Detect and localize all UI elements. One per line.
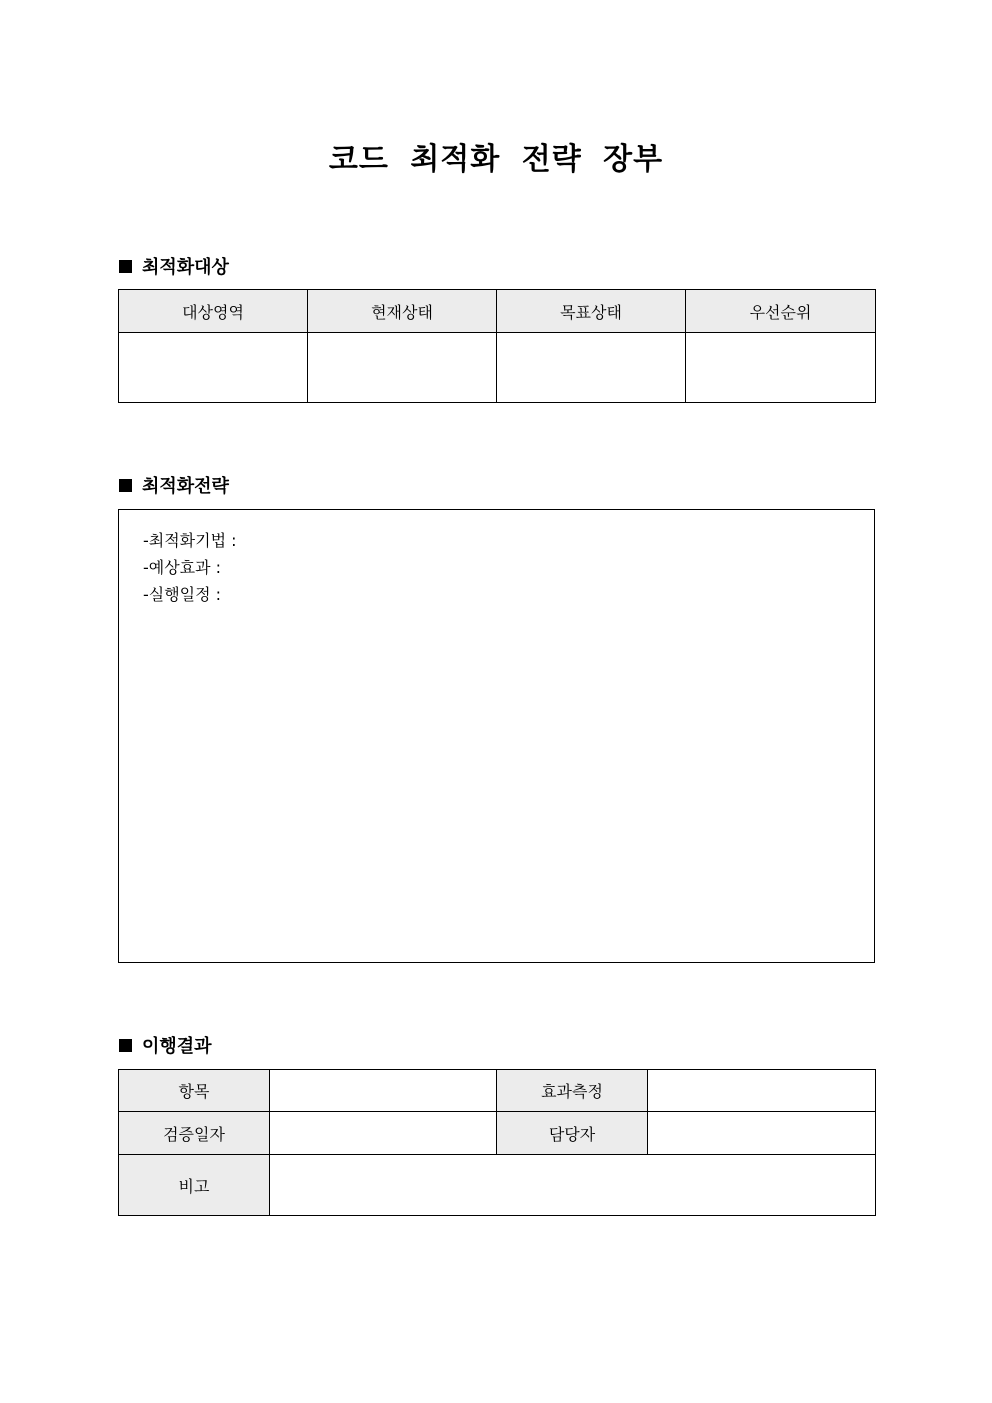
table-row — [119, 1155, 876, 1216]
strategy-schedule-line: -실행일정 : — [143, 585, 222, 604]
column-header-goal-state: 목표상태 — [497, 290, 686, 333]
target-table — [118, 289, 876, 403]
result-table — [118, 1069, 876, 1216]
goal-state-cell[interactable] — [497, 333, 686, 403]
column-header-target-area: 대상영역 — [119, 290, 308, 333]
page-title: 코드 최적화 전략 장부 — [328, 142, 664, 177]
section-heading-strategy-label: 최적화전략 — [142, 476, 229, 497]
section-heading-target — [119, 253, 229, 279]
remarks-value-cell[interactable] — [270, 1155, 876, 1216]
section-heading-result — [119, 1032, 212, 1058]
table-row — [119, 333, 876, 403]
priority-cell[interactable] — [686, 333, 876, 403]
remarks-label: 비고 — [119, 1155, 270, 1216]
target-table-header-row — [119, 290, 876, 333]
section-heading-target-label: 최적화대상 — [142, 257, 229, 278]
target-area-cell[interactable] — [119, 333, 308, 403]
square-bullet-icon — [119, 1039, 132, 1052]
owner-label: 담당자 — [497, 1112, 648, 1155]
strategy-lines — [143, 527, 237, 608]
column-header-priority: 우선순위 — [686, 290, 876, 333]
table-row — [119, 1112, 876, 1155]
strategy-text-box[interactable] — [118, 509, 875, 963]
strategy-expected-effect-line: -예상효과 : — [143, 558, 222, 577]
strategy-technique-line: -최적화기법 : — [143, 531, 237, 550]
verify-date-value-cell[interactable] — [270, 1112, 497, 1155]
square-bullet-icon — [119, 479, 132, 492]
item-value-cell[interactable] — [270, 1070, 497, 1112]
verify-date-label: 검증일자 — [119, 1112, 270, 1155]
effect-value-cell[interactable] — [648, 1070, 876, 1112]
section-heading-result-label: 이행결과 — [142, 1036, 212, 1057]
current-state-cell[interactable] — [308, 333, 497, 403]
item-label: 항목 — [119, 1070, 270, 1112]
square-bullet-icon — [119, 260, 132, 273]
section-heading-strategy — [119, 472, 229, 498]
owner-value-cell[interactable] — [648, 1112, 876, 1155]
column-header-current-state: 현재상태 — [308, 290, 497, 333]
table-row — [119, 1070, 876, 1112]
effect-label: 효과측정 — [497, 1070, 648, 1112]
